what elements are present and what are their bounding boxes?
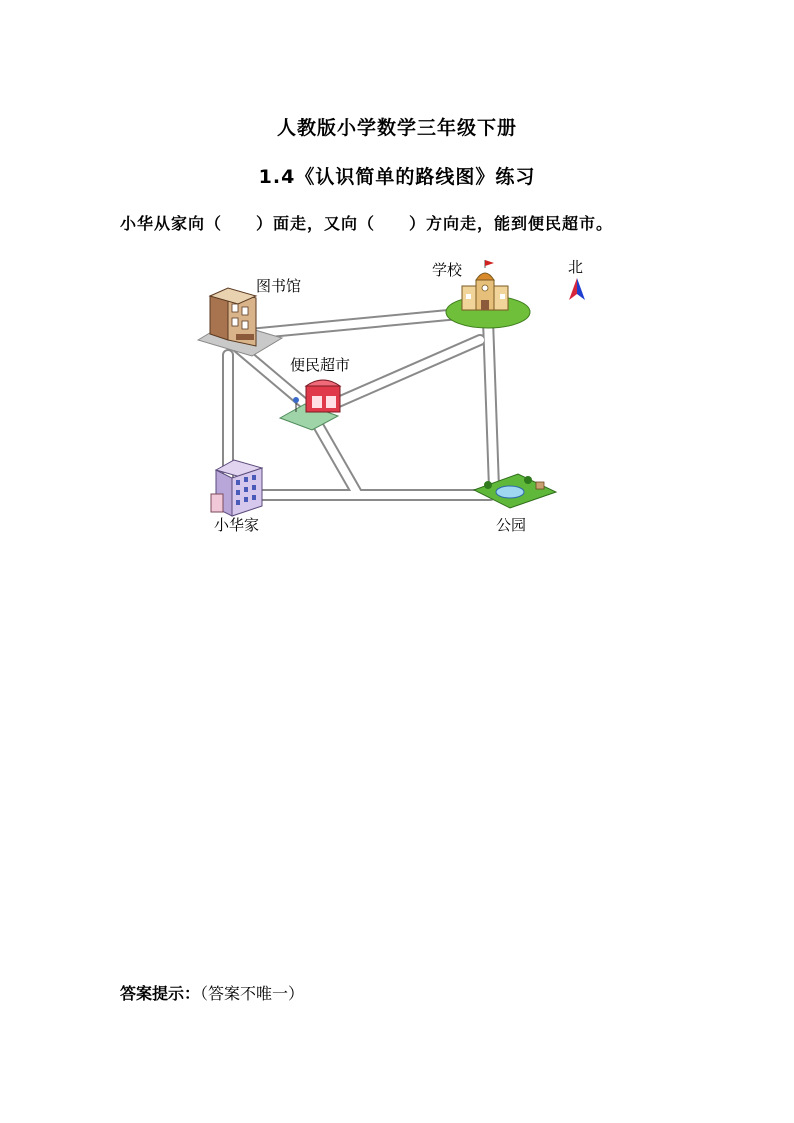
page-title: 人教版小学数学三年级下册 [276,117,517,139]
supermarket-label: 便民超市 [290,356,351,374]
answer-hint: （答案不唯一） [200,984,305,1003]
page-subtitle: 1.4《认识简单的路线图》练习 [258,166,536,188]
compass-north-label: 北 [568,258,584,276]
home-icon [211,460,262,516]
library-label: 图书馆 [256,277,302,295]
answer-label: 答案提示： [120,984,201,1003]
park-icon [474,474,556,508]
route-map [0,0,794,560]
compass-icon [569,278,585,300]
question-text: 小华从家向（ ）面走，又向（ ）方向走，能到便民超市。 [120,214,614,233]
school-label: 学校 [432,261,463,279]
home-label: 小华家 [214,516,260,534]
library-icon [198,288,282,356]
answer-hint-line [120,981,304,1004]
park-label: 公园 [496,516,527,534]
